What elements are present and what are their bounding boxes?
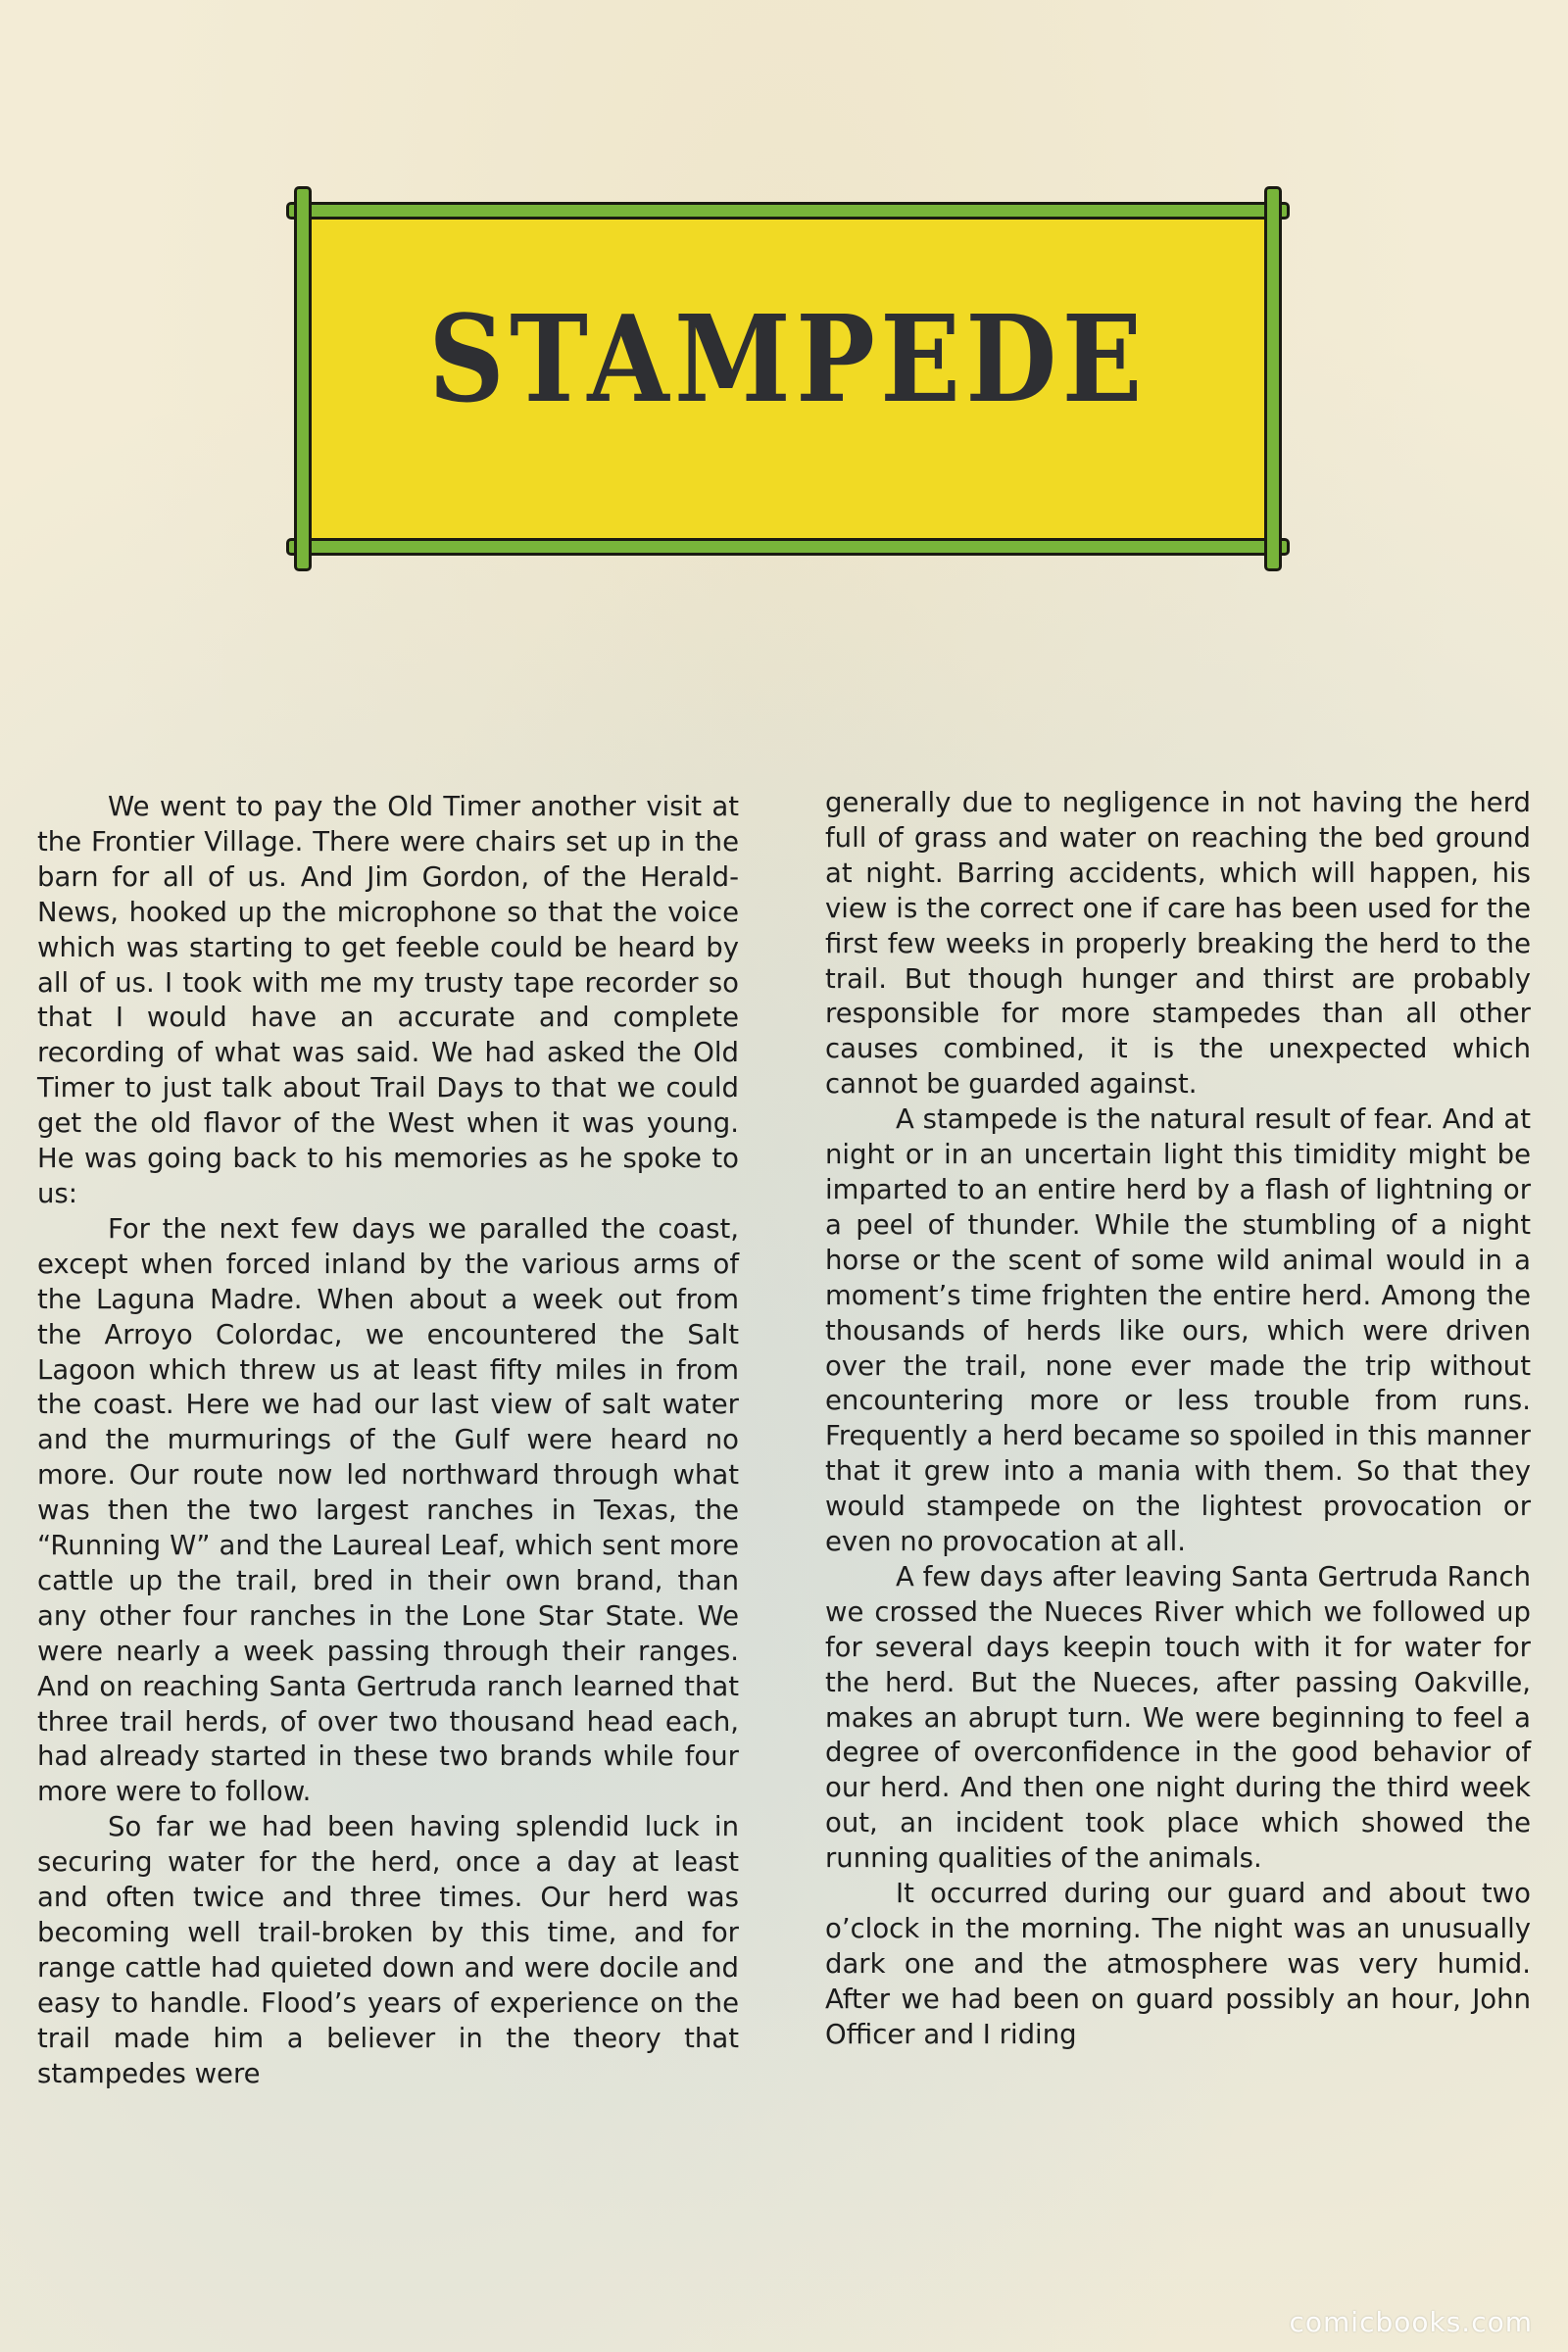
paragraph: We went to pay the Old Timer another visit at the Frontier Village. There were chairs set up in the barn for all of us. And Jim Gordon, of the Herald-News, hooked up the microphone so that the voice which was starting to get feeble could be heard by all of us. I took with me my trusty tape recorder so that I would have an accurate and complete recording of what was said. We had asked the Old Timer to just talk about Trail Days to that we could get the old flavor of the West when it was young. He was going back to his memories as he spoke to us: bbox=[37, 791, 739, 1209]
paragraph: It occurred during our guard and about two o’clock in the morning. The night was an unusually dark one and the atmosphere was very humid. After we had been on guard possibly an hour, John Officer and I riding bbox=[825, 1878, 1531, 2050]
left-post bbox=[294, 186, 312, 571]
left-column bbox=[37, 790, 739, 2092]
paragraph: generally due to negligence in not having the herd full of grass and water on reaching the bed ground at night. Barring accidents, which will happen, his view is the correct one if care has been used for the first few weeks in properly breaking the herd to the trail. But though hunger and thirst are probably responsible for more stampedes than all other causes combined, it is the unexpected which cannot be guarded against. bbox=[825, 787, 1531, 1101]
paragraph: A few days after leaving Santa Gertruda Ranch we crossed the Nueces River which we followed up for several days keepin touch with it for water for the herd. But the Nueces, after passing Oakville, makes an abrupt turn. We were beginning to feel a degree of overconfidence in the good behavior of our herd. And then one night during the third week out, an incident took place which showed the running qualities of the animals. bbox=[825, 1560, 1531, 1875]
bottom-rail bbox=[286, 538, 1290, 556]
right-post bbox=[1264, 186, 1282, 571]
page-title: STAMPEDE bbox=[428, 288, 1148, 429]
paragraph: A stampede is the natural result of fear. And at night or in an uncertain light this timidity might be imparted to an entire herd by a flash of lightning or a peel of thunder. While the stumbling of a night horse or the scent of some wild animal would in a moment’s time frighten the entire herd. Among the thousands of herds like ours, which were driven over the trail, none ever made the trip without encountering more or less trouble from runs. Frequently a herd became so spoiled in this manner that it grew into a mania with them. So that they would stampede on the lightest provocation or even no provocation at all. bbox=[825, 1103, 1531, 1558]
paragraph: So far we had been having splendid luck in securing water for the herd, once a day at least and often twice and three times. Our herd was becoming well trail-broken by this time, and for range cattle had quieted down and were docile and easy to handle. Flood’s years of experience on the trail made him a believer in the theory that stampedes were bbox=[37, 1811, 739, 2089]
title-sign bbox=[286, 202, 1290, 556]
top-rail bbox=[286, 202, 1290, 220]
watermark: comicbooks.com bbox=[1289, 2306, 1533, 2338]
right-column bbox=[825, 786, 1531, 2053]
paragraph: For the next few days we paralled the coast, except when forced inland by the various arms of the Laguna Madre. When about a week out from the Arroyo Colordac, we encountered the Salt Lagoon which threw us at least fifty miles in from the coast. Here we had our last view of salt water and the murmurings of the Gulf were heard no more. Our route now led northward through what was then the two largest ranches in Texas, the “Running W” and the Laureal Leaf, which sent more cattle up the trail, bred in their own brand, than any other four ranches in the Lone Star State. We were nearly a week passing through their ranges. And on reaching Santa Gertruda ranch learned that three trail herds, of over two thousand head each, had already started in these two brands while four more were to follow. bbox=[37, 1212, 739, 1808]
